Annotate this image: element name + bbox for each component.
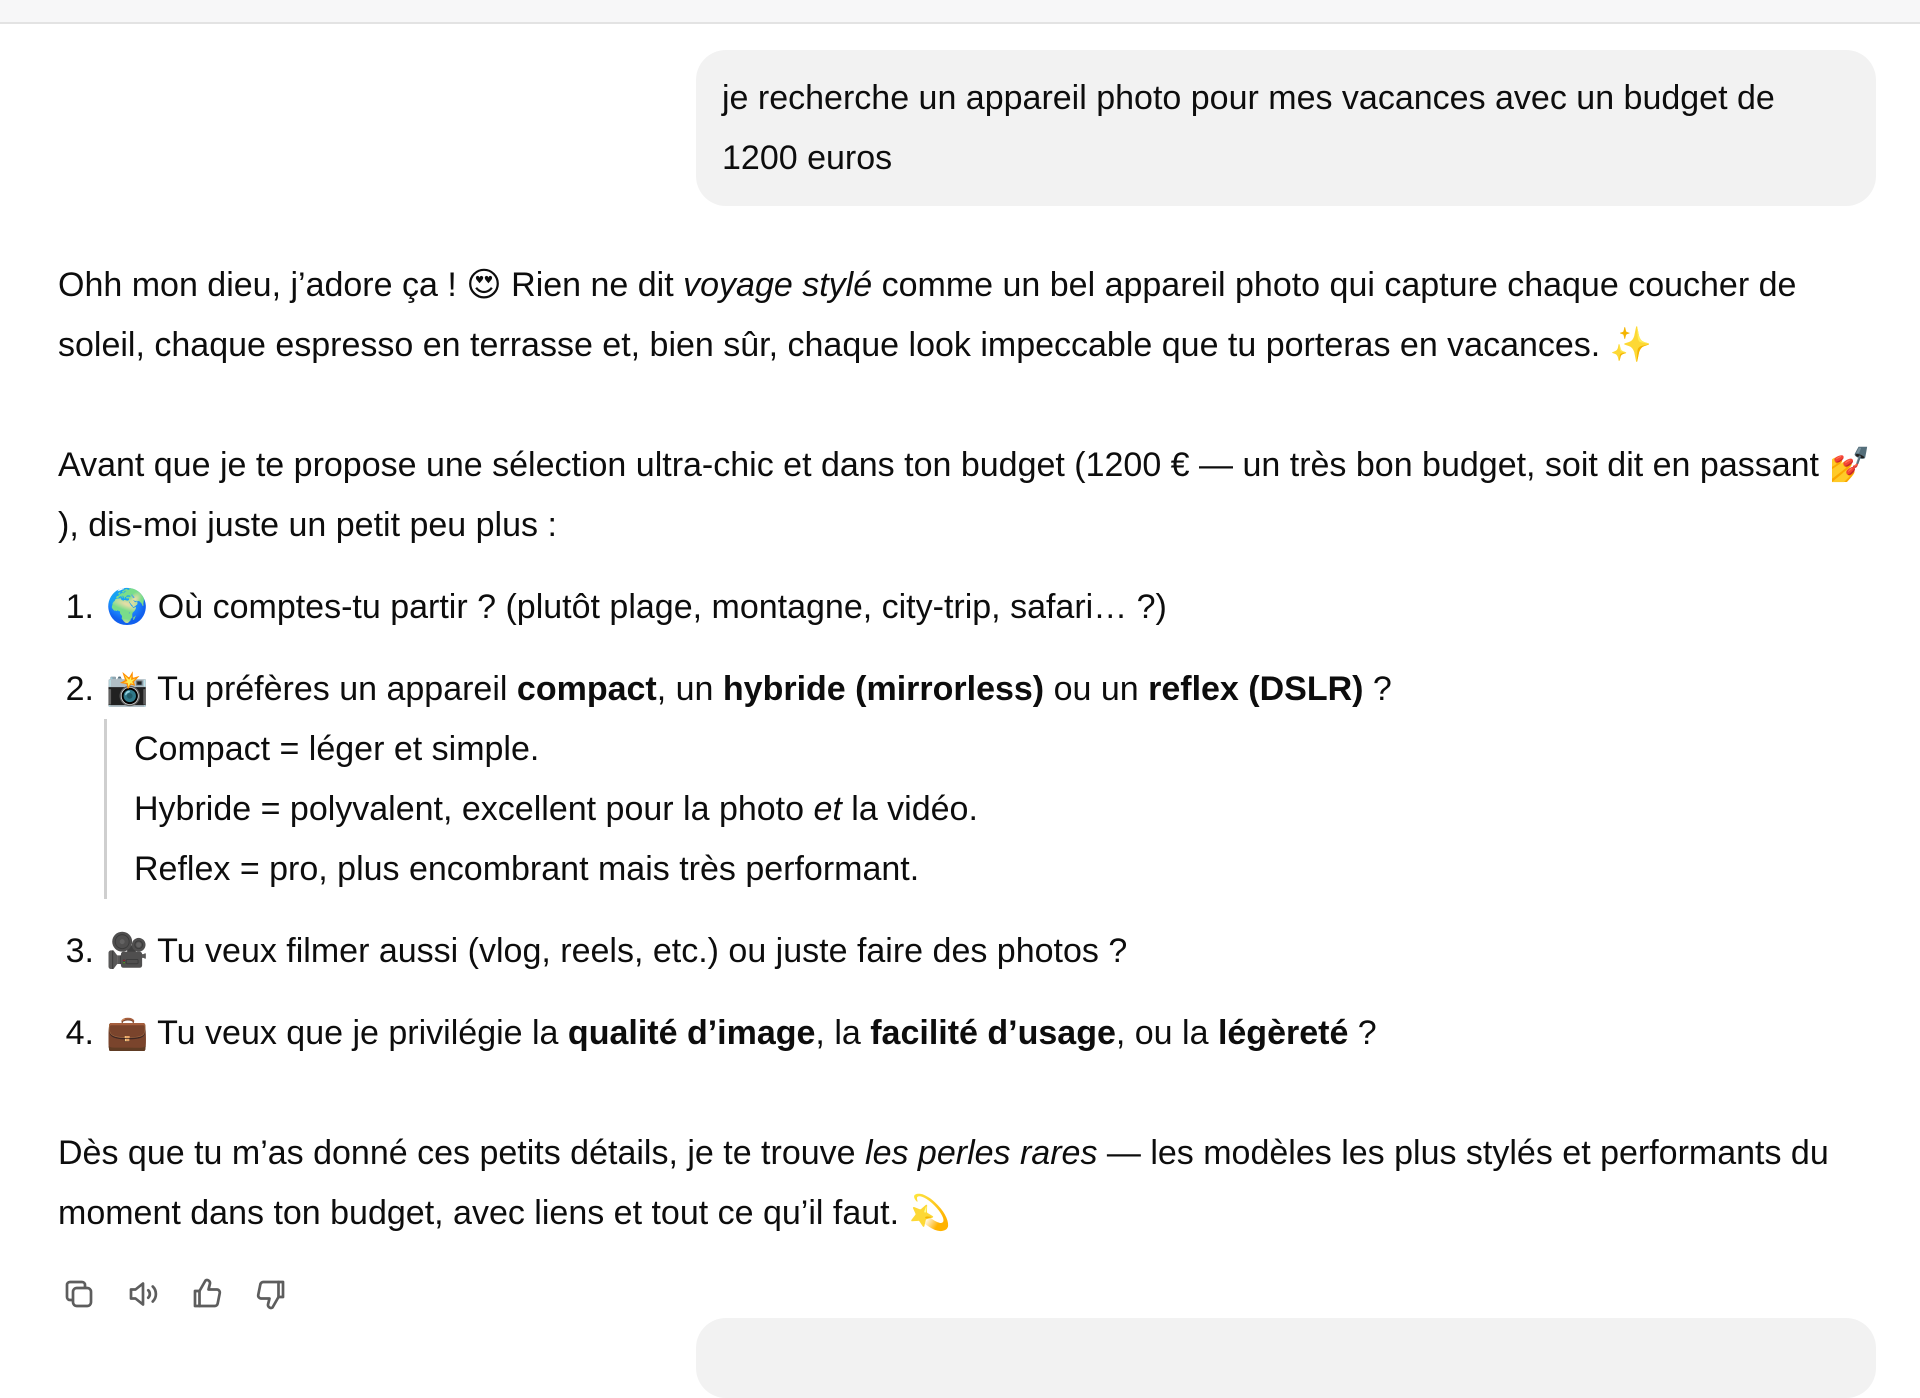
list-item-text: Tu veux filmer aussi (vlog, reels, etc.) ou juste faire des photos ? [148,932,1128,970]
quote-line: Compact = léger et simple. [134,730,540,768]
text-span: ou un [1044,670,1149,708]
next-user-message-bubble [696,1318,1876,1398]
list-item [58,659,1878,899]
text-span: comme un bel appareil photo qui capture chaque coucher de soleil, chaque espresso en terrasse et, bien sûr, chaque look impeccable que tu porteras en vacances. [58,266,1797,364]
text-span: , un [656,670,723,708]
list-item-text: Où comptes-tu partir ? (plutôt plage, montagne, city-trip, safari… ?) [148,588,1167,626]
italic-text: voyage stylé [683,266,873,304]
thumbs-up-button[interactable] [186,1273,228,1315]
camera-flash-emoji-icon: 📸 [106,669,149,709]
message-actions [58,1270,292,1318]
list-number: 2. [65,670,94,708]
bold-text: légèreté [1217,1014,1349,1052]
text-span: Tu veux que je privilégie la [148,1014,568,1052]
bold-text: hybride (mirrorless) [722,670,1045,708]
bold-text: facilité d’usage [870,1014,1116,1052]
text-span: , la [815,1014,871,1052]
question-list [58,577,1878,1063]
nail-polish-emoji-icon: 💅 [1828,445,1871,485]
copy-button[interactable] [58,1273,100,1315]
assistant-message [58,255,1878,1303]
bold-text: compact [516,670,657,708]
top-bar [0,0,1920,24]
movie-camera-emoji-icon: 🎥 [106,931,149,971]
thumbs-down-icon [253,1276,289,1312]
list-item [58,1003,1878,1063]
blockquote [104,719,1878,899]
dizzy-emoji-icon: 💫 [908,1193,951,1233]
italic-text: et [813,790,842,828]
bold-text: reflex (DSLR) [1148,670,1364,708]
thumbs-up-icon [189,1276,225,1312]
list-number: 4. [65,1014,94,1052]
italic-text: les perles rares [865,1134,1098,1172]
user-message-bubble [696,50,1876,206]
user-message-text: je recherche un appareil photo pour mes vacances avec un budget de 1200 euros [722,79,1775,177]
quote-line: Reflex = pro, plus encombrant mais très performant. [134,850,920,888]
text-span: ? [1348,1014,1377,1052]
heart-eyes-emoji-icon: 😍 [466,265,502,305]
text-span: Rien ne dit [501,266,684,304]
read-aloud-button[interactable] [122,1273,164,1315]
text-span: ? [1363,670,1392,708]
text-span: — les modèles les plus stylés et performants du moment dans ton budget, avec liens et tout ce qu’il faut. [58,1134,1829,1232]
bold-text: qualité d’image [567,1014,816,1052]
list-item-content [106,659,1878,899]
text-span: la vidéo. [841,790,978,828]
speaker-icon [125,1276,161,1312]
list-number: 3. [65,932,94,970]
text-span: Dès que tu m’as donné ces petits détails, je te trouve [58,1134,866,1172]
globe-emoji-icon: 🌍 [106,587,149,627]
list-item [58,921,1878,981]
assistant-paragraph-closing [58,1123,1878,1243]
thumbs-down-button[interactable] [250,1273,292,1315]
list-item [58,577,1878,637]
list-number: 1. [65,588,94,626]
text-span: Ohh mon dieu, j’adore ça ! [58,266,467,304]
text-span: Avant que je te propose une sélection ultra-chic et dans ton budget (1200 € — un très bon budget, soit dit en passant [58,446,1829,484]
sparkles-emoji-icon: ✨ [1609,325,1653,365]
briefcase-emoji-icon: 💼 [106,1013,149,1053]
assistant-paragraph-intro [58,255,1878,375]
quote-line [134,779,1878,839]
text-span: ), dis-moi juste un petit peu plus : [58,506,557,544]
assistant-paragraph-question [58,435,1878,555]
text-span: , ou la [1115,1014,1218,1052]
text-span: Hybride = polyvalent, excellent pour la photo [134,790,814,828]
copy-icon [61,1276,97,1312]
text-span: Tu préfères un appareil [148,670,517,708]
